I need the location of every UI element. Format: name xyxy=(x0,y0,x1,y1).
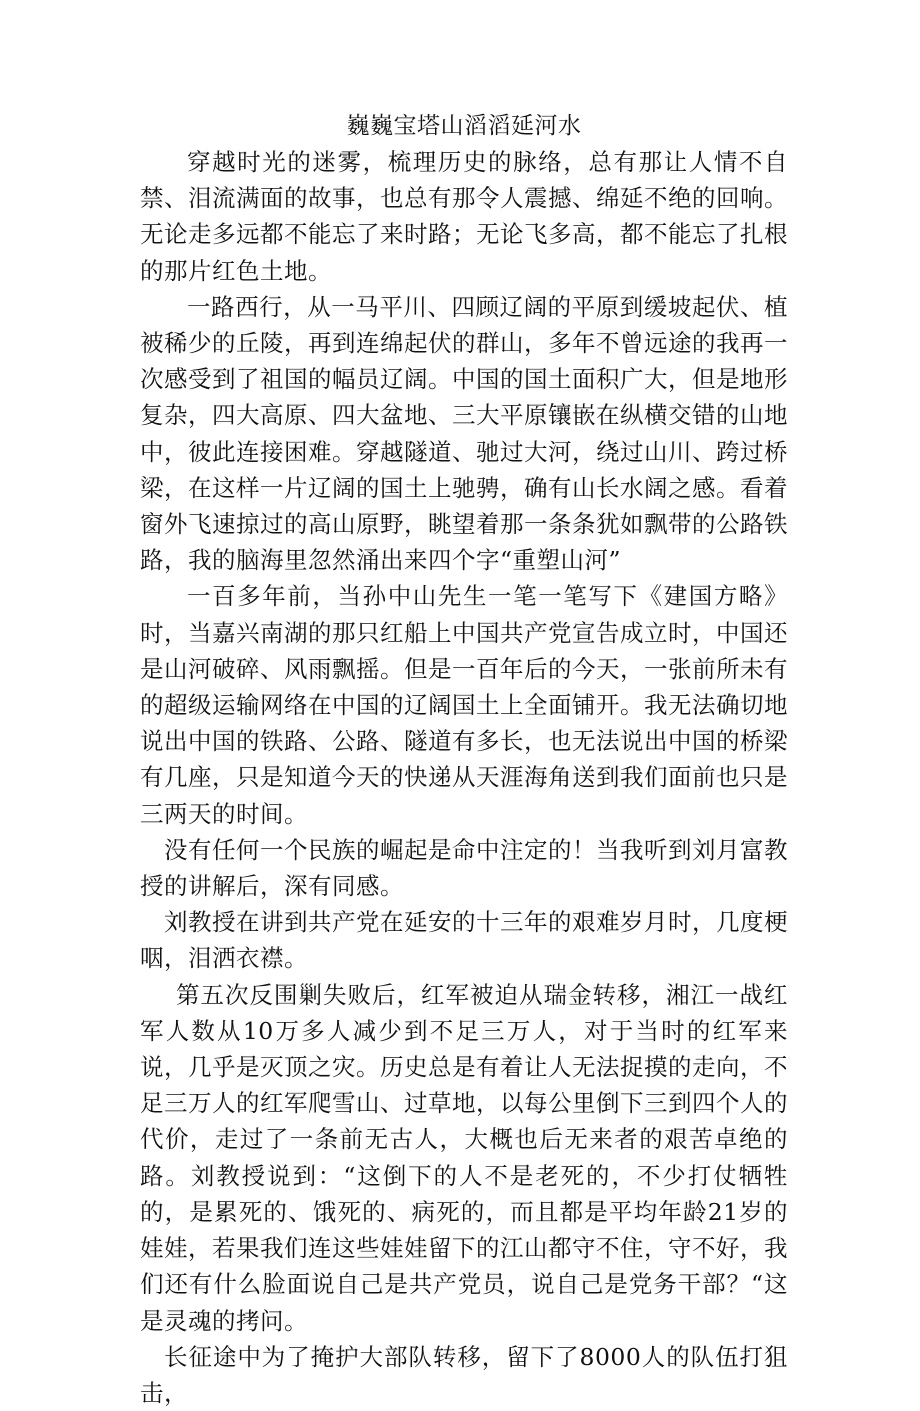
paragraph-2: 一路西行，从一马平川、四顾辽阔的平原到缓坡起伏、植被稀少的丘陵，再到连绵起伏的群山，多年不曾远途的我再一次感受到了祖国的幅员辽阔。中国的国土面积广大，但是地形复杂，四大高原、四大盆地、三大平原镶嵌在纵横交错的山地中，彼此连接困难。穿越隧道、驰过大河，绕过山川、跨过桥梁，在这样一片辽阔的国土上驰骋，确有山长水阔之感。看着窗外飞速掠过的高山原野，眺望着那一条条犹如飘带的公路铁路，我的脑海里忽然涌出来四个字“重塑山河” xyxy=(140,292,788,575)
document-title: 巍巍宝塔山滔滔延河水 xyxy=(346,113,582,139)
paragraph-1: 穿越时光的迷雾，梳理历史的脉络，总有那让人情不自禁、泪流满面的故事，也总有那令人震撼、绵延不绝的回响。无论走多远都不能忘了来时路；无论飞多高，都不能忘了扎根的那片红色土地。 xyxy=(140,148,788,285)
document-body xyxy=(140,108,788,1411)
paragraph-5: 刘教授在讲到共产党在延安的十三年的艰难岁月时，几度梗咽，泪洒衣襟。 xyxy=(140,908,788,973)
paragraph-7: 长征途中为了掩护大部队转移，留下了8000人的队伍打狙击， xyxy=(140,1342,788,1407)
paragraph-6: 第五次反围剿失败后，红军被迫从瑞金转移，湘江一战红军人数从10万多人减少到不足三万人，对于当时的红军来说，几乎是灭顶之灾。历史总是有着让人无法捉摸的走向，不足三万人的红军爬雪山、过草地，以每公里倒下三到四个人的代价，走过了一条前无古人，大概也后无来者的艰苦卓绝的路。刘教授说到：“这倒下的人不是老死的，不少打仗牺牲的，是累死的、饿死的、病死的，而且都是平均年龄21岁的娃娃，若果我们连这些娃娃留下的江山都守不住，守不好，我们还有什么脸面说自己是共产党员，说自己是党务干部？“这是灵魂的拷问。 xyxy=(140,980,788,1335)
paragraph-4: 没有任何一个民族的崛起是命中注定的！当我听到刘月富教授的讲解后，深有同感。 xyxy=(140,835,788,901)
paragraph-3: 一百多年前，当孙中山先生一笔一笔写下《建国方略》时，当嘉兴南湖的那只红船上中国共产党宣告成立时，中国还是山河破碎、风雨飘摇。但是一百年后的今天，一张前所未有的超级运输网络在中国的辽阔国土上全面铺开。我无法确切地说出中国的铁路、公路、隧道有多长，也无法说出中国的桥梁有几座，只是知道今天的快递从天涯海角送到我们面前也只是三两天的时间。 xyxy=(140,582,788,828)
